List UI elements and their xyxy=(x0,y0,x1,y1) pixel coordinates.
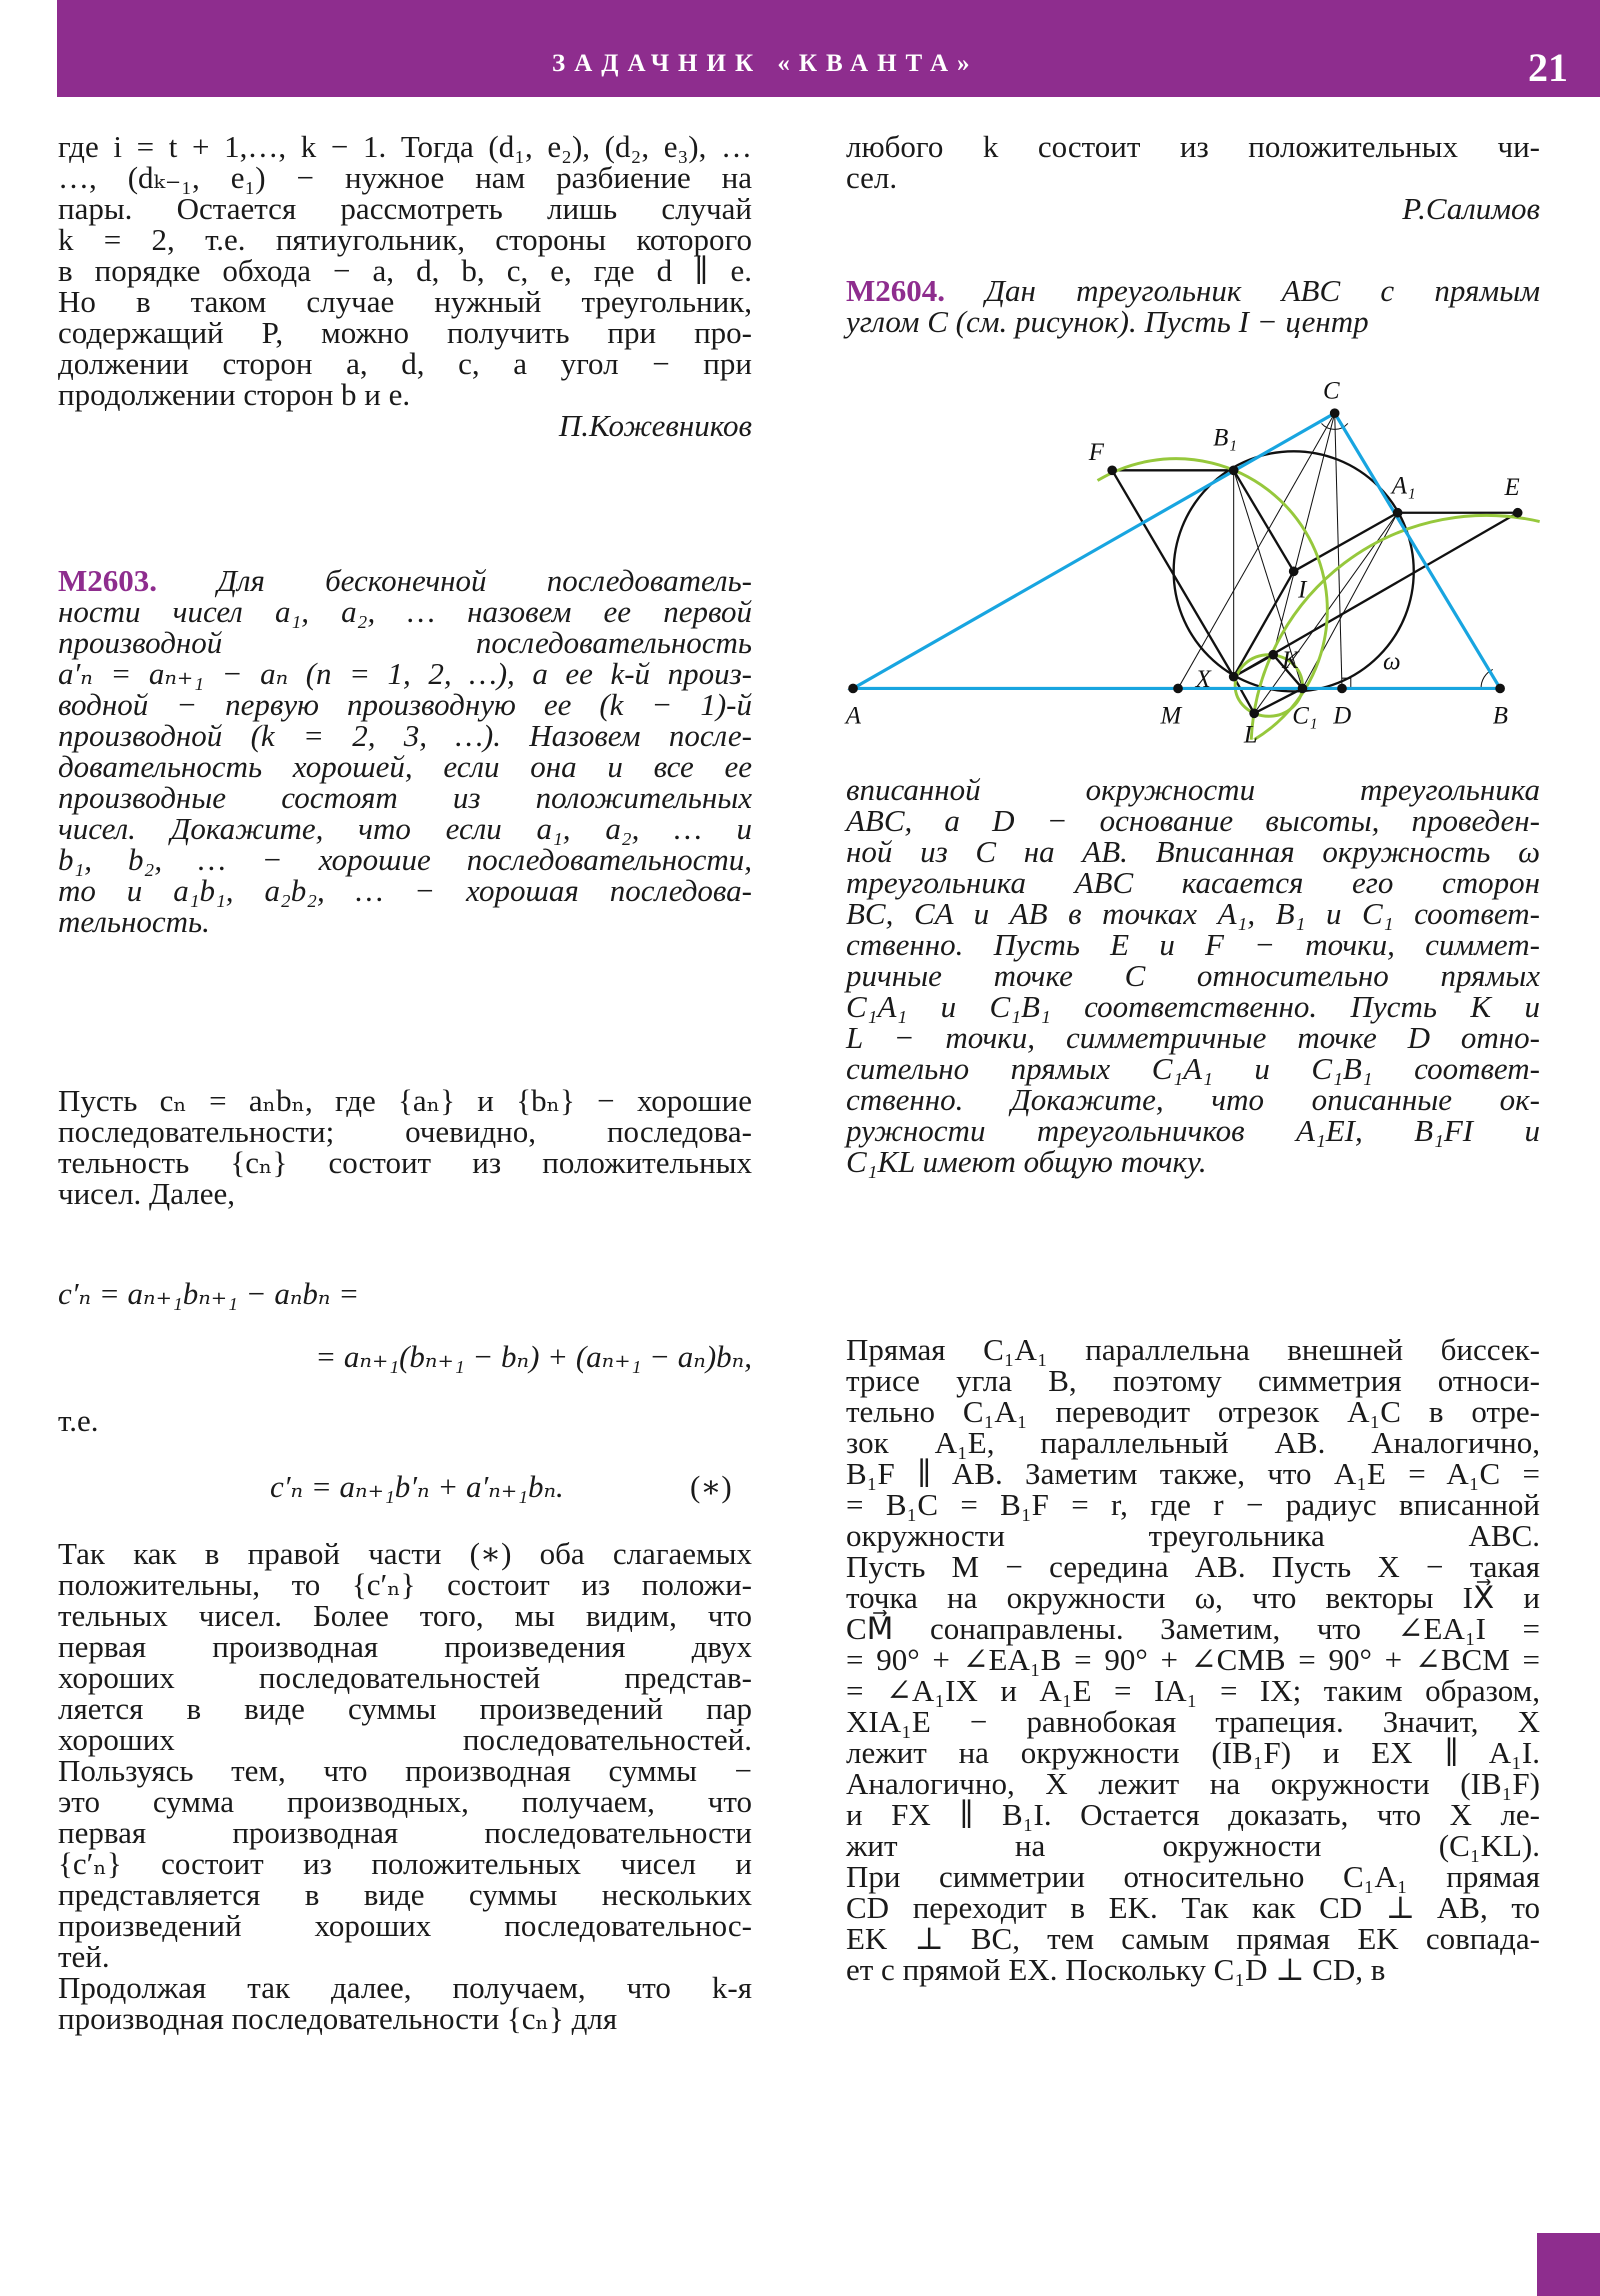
text-line: должении сторон a, d, c, а угол − при xyxy=(58,346,752,381)
text-line: Прямая C₁A₁ параллельна внешней биссек- xyxy=(846,1332,1540,1367)
text-line: последовательности; очевидно, последова- xyxy=(58,1114,752,1149)
text-line: тей. xyxy=(58,1939,110,1974)
problem-number: M2603. xyxy=(58,563,158,598)
text-line: k = 2, т.е. пятиугольник, стороны которого xyxy=(58,222,752,257)
text-line: CD переходит в EK. Так как CD ⊥ AB, то xyxy=(846,1890,1540,1925)
text-line xyxy=(846,270,1540,308)
text-line: C₁KL имеют общую точку. xyxy=(846,1144,1207,1179)
text-line: пары. Остается рассмотреть лишь случай xyxy=(58,191,752,226)
text-line: любого k состоит из положительных чи- xyxy=(846,129,1540,164)
text-line: произведений хороших последовательнос- xyxy=(58,1908,752,1943)
text-line: {c′ₙ} состоит из положительных чисел и xyxy=(58,1846,752,1881)
text-line: зок A₁E, параллельный AB. Аналогично, xyxy=(846,1425,1540,1460)
text-line: производные состоят из положительных xyxy=(58,780,752,815)
text-line: ет с прямой EX. Поскольку C₁D ⊥ CD, в xyxy=(846,1952,1386,1987)
text-line: водной − первую производную ее (k − 1)-й xyxy=(58,687,752,722)
text-line: ABC, а D − основание высоты, проведен- xyxy=(846,803,1540,838)
text-line: ричные точке C относительно прямых xyxy=(846,958,1540,993)
text-line: представляется в виде суммы нескольких xyxy=(58,1877,752,1912)
text-line: чисел. Докажите, что если a₁, a₂, … и xyxy=(58,811,752,846)
circumcircle-B1FI xyxy=(1098,459,1328,740)
text-line: то и a₁b₁, a₂b₂, … − хорошая последова- xyxy=(58,873,752,908)
formula-star: c′ₙ = aₙ₊₁b′ₙ + a′ₙ₊₁bₙ. xyxy=(270,1469,564,1504)
label-D: D xyxy=(1333,702,1352,730)
text-line: положительны, то {c′ₙ} состоит из положи- xyxy=(58,1567,752,1602)
text-line: тельных чисел. Более того, мы видим, что xyxy=(58,1598,752,1633)
text-line: BC, CA и AB в точках A₁, B₁ и C₁ соответ- xyxy=(846,896,1540,931)
solution-m2603-ending xyxy=(846,126,1540,226)
text-line: трисе угла B, поэтому симметрия относи- xyxy=(846,1363,1540,1398)
text-line: сительно прямых C₁A₁ и C₁B₁ соответ- xyxy=(846,1051,1540,1086)
formula-derivative-expanded: = aₙ₊₁(bₙ₊₁ − bₙ) + (aₙ₊₁ − aₙ)bₙ, xyxy=(315,1339,752,1374)
text-line: = ∠A₁IX и A₁E = IA₁ = IX; таким образом, xyxy=(846,1673,1540,1708)
text-line: точка на окружности ω, что векторы IX⃗ и xyxy=(846,1580,1540,1615)
text-line: Аналогично, X лежит на окружности (IB₁F) xyxy=(846,1766,1540,1801)
formula-derivative: c′ₙ = aₙ₊₁bₙ₊₁ − aₙbₙ = xyxy=(58,1276,360,1311)
text-line: треугольника ABC касается его сторон xyxy=(846,865,1540,900)
text-line xyxy=(58,560,752,598)
text-line: a′ₙ = aₙ₊₁ − aₙ (n = 1, 2, …), а ее k-й произ- xyxy=(58,656,752,691)
text-line: Продолжая так далее, получаем, что k-я xyxy=(58,1970,752,2005)
text-line: …, (dₖ₋₁, e₁) − нужное нам разбиение на xyxy=(58,160,752,195)
label-C1: C₁ xyxy=(1292,702,1318,730)
solution-m2603-intro xyxy=(58,1080,752,1211)
problem-number: M2604. xyxy=(846,273,946,308)
solution-m2603-body xyxy=(58,1532,752,2036)
label-omega: ω xyxy=(1383,648,1401,676)
geometry-figure xyxy=(834,381,1566,747)
text-line: При симметрии относительно C₁A₁ прямая xyxy=(846,1859,1540,1894)
text-line: тельность. xyxy=(58,904,210,939)
text-line: = 90° + ∠EA₁B = 90° + ∠CMB = 90° + ∠BCM = xyxy=(846,1642,1540,1677)
author-signature: Р.Салимов xyxy=(1402,191,1540,226)
text-line: жит на окружности (C₁KL). xyxy=(846,1828,1540,1863)
text-line: чисел. Далее, xyxy=(58,1176,235,1211)
segment-F-X xyxy=(1112,470,1234,676)
text-line: и FX ∥ B₁I. Остается доказать, что X ле- xyxy=(846,1797,1540,1832)
text-line: ности чисел a₁, a₂, … назовем ее первой xyxy=(58,594,752,629)
text-line: b₁, b₂, … − хорошие последовательности, xyxy=(58,842,752,877)
label-A1: A₁ xyxy=(1391,472,1416,500)
problem-m2604-end xyxy=(846,769,1540,1179)
text-line: тельно C₁A₁ переводит отрезок A₁C в отре- xyxy=(846,1394,1540,1429)
label-E: E xyxy=(1504,474,1520,502)
label-I: I xyxy=(1298,576,1307,604)
text-line: продолжении сторон b и e. xyxy=(58,377,411,412)
page-number: 21 xyxy=(1528,45,1568,90)
text-line: в порядке обхода − a, d, b, c, e, где d ∥ e. xyxy=(58,253,752,288)
running-header xyxy=(57,0,1600,97)
text-line: ружности треугольничков A₁EI, B₁FI и xyxy=(846,1113,1540,1148)
text-line: Пусть M − середина AB. Пусть X − такая xyxy=(846,1549,1540,1584)
problem-m2604-start xyxy=(846,270,1540,339)
text-line: углом C (см. рисунок). Пусть I − центр xyxy=(846,304,1369,339)
text-line: ной из C на AB. Вписанная окружность ω xyxy=(846,834,1540,869)
text-line: EK ⊥ BC, тем самым прямая EK совпада- xyxy=(846,1921,1540,1956)
points xyxy=(848,408,1522,718)
label-M: M xyxy=(1160,702,1182,730)
text-line: содержащий P, можно получить при про- xyxy=(58,315,752,350)
text-line-content: Дан треугольник ABC с прямым xyxy=(945,273,1540,308)
text-line: L − точки, симметричные точке D отно- xyxy=(846,1020,1540,1055)
page-corner-mark xyxy=(1537,2233,1600,2296)
text-line: ственно. Докажите, что описанные ок- xyxy=(846,1082,1540,1117)
text-line: Пользуясь тем, что производная суммы − xyxy=(58,1753,752,1788)
text-line: B₁F ∥ AB. Заметим также, что A₁E = A₁C = xyxy=(846,1456,1540,1491)
text-line: Но в таком случае нужный треугольник, xyxy=(58,284,752,319)
text-line: сел. xyxy=(846,160,898,195)
text-line: = B₁C = B₁F = r, где r − радиус вписанной xyxy=(846,1487,1540,1522)
text-line: первая производная последовательности xyxy=(58,1815,752,1850)
label-X: X xyxy=(1195,665,1211,693)
problem-m2603 xyxy=(58,560,752,939)
proof-ending-paragraph xyxy=(58,126,752,443)
te-label: т.е. xyxy=(58,1403,99,1438)
text-line: где i = t + 1,…, k − 1. Тогда (d₁, e₂), (d₂, e₃), … xyxy=(58,129,752,164)
text-line: производной последовательность xyxy=(58,625,752,660)
section-title: ЗАДАЧНИК «КВАНТА» xyxy=(552,50,979,77)
label-F: F xyxy=(1088,439,1104,467)
text-line: это сумма производных, получаем, что xyxy=(58,1784,752,1819)
text-line: производная последовательности {cₙ} для xyxy=(58,2001,618,2036)
text-line: окружности треугольника ABC. xyxy=(846,1518,1540,1553)
text-line: C₁A₁ и C₁B₁ соответственно. Пусть K и xyxy=(846,989,1540,1024)
author-signature: П.Кожевников xyxy=(558,408,752,443)
text-line: лежит на окружности (IB₁F) и EX ∥ A₁I. xyxy=(846,1735,1540,1770)
label-B: B xyxy=(1492,702,1509,730)
text-line: ственно. Пусть E и F − точки, симмет- xyxy=(846,927,1540,962)
label-A: A xyxy=(845,702,861,730)
text-line-content: Для бесконечной последователь- xyxy=(157,563,752,598)
text-line: ляется в виде суммы произведений пар xyxy=(58,1691,752,1726)
text-line: первая производная произведения двух xyxy=(58,1629,752,1664)
text-line: вписанной окружности треугольника xyxy=(846,772,1540,807)
text-line: тельность {cₙ} состоит из положительных xyxy=(58,1145,752,1180)
label-L: L xyxy=(1243,721,1258,747)
solution-m2604 xyxy=(846,1329,1540,1987)
label-K: K xyxy=(1281,646,1299,674)
text-line: довательность хорошей, если она и все ее xyxy=(58,749,752,784)
text-line: Пусть cₙ = aₙbₙ, где {aₙ} и {bₙ} − хорошие xyxy=(58,1083,752,1118)
text-line: хороших последовательностей. xyxy=(58,1722,752,1757)
label-B1: B₁ xyxy=(1213,424,1238,452)
text-line: хороших последовательностей представ- xyxy=(58,1660,752,1695)
text-line: производной (k = 2, 3, …). Назовем после- xyxy=(58,718,752,753)
text-line: CM⃗ сонаправлены. Заметим, что ∠EA₁I = xyxy=(846,1611,1540,1646)
formula-star-tag: (∗) xyxy=(690,1469,732,1504)
text-line: XIA₁E − равнобокая трапеция. Значит, X xyxy=(846,1704,1540,1739)
text-line: Так как в правой части (∗) оба слагаемых xyxy=(58,1536,752,1571)
label-C: C xyxy=(1322,381,1340,405)
